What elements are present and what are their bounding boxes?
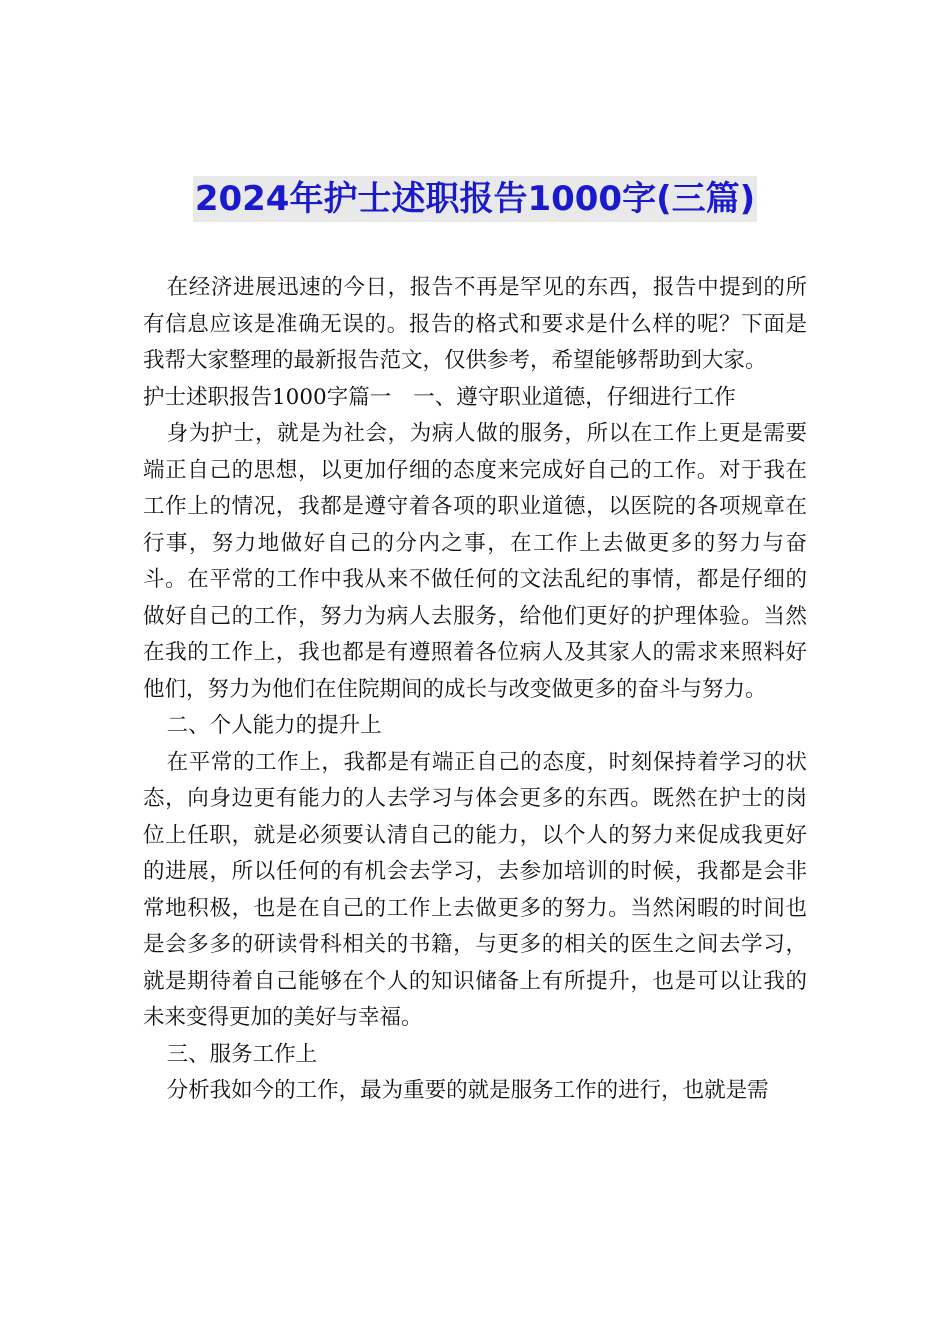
document-title: 2024年护士述职报告1000字(三篇) (193, 176, 757, 222)
document-body (143, 270, 807, 1110)
section1-heading: 一、遵守职业道德，仔细进行工作 (413, 384, 736, 410)
title-container (0, 176, 950, 222)
section2-heading: 二、个人能力的提升上 (166, 713, 382, 738)
section2-paragraph: 在平常的工作上，我都是有端正自己的态度，时刻保持着学习的状态，向身边更有能力的人去学习与体会更多的东西。既然在护士的岗位上任职，就是必须要认清自己的能力，以个人的努力来促成我更好的进展，所以任何的有机会去学习，去参加培训的时候，我都是会非常地积极，也是在自己的工作上去做更多的努力。当然闲暇的时间也是会多多的研读骨科相关的书籍，与更多的相关的医生之间去学习，就是期待着自己能够在个人的知识储备上有所提升，也是可以让我的未来变得更加的美好与幸福。 (143, 749, 807, 1030)
article-heading-line (143, 380, 807, 417)
section3-paragraph: 分析我如今的工作，最为重要的就是服务工作的进行，也就是需 (166, 1078, 769, 1103)
article-heading: 护士述职报告1000字篇一 (143, 384, 392, 410)
section3-heading: 三、服务工作上 (166, 1041, 318, 1067)
section1-paragraph: 身为护士，就是为社会，为病人做的服务，所以在工作上更是需要端正自己的思想，以更加仔细的态度来完成好自己的工作。对于我在工作上的情况，我都是遵守着各项的职业道德，以医院的各项规章在行事，努力地做好自己的分内之事，在工作上去做更多的努力与奋斗。在平常的工作中我从来不做任何的文法乱纪的事情，都是仔细的做好自己的工作，努力为病人去服务，给他们更好的护理体验。当然在我的工作上，我也都是有遵照着各位病人及其家人的需求来照料好他们，努力为他们在住院期间的成长与改变做更多的奋斗与努力。 (143, 421, 807, 702)
intro-paragraph: 在经济进展迅速的今日，报告不再是罕见的东西，报告中提到的所有信息应该是准确无误的。报告的格式和要求是什么样的呢？下面是我帮大家整理的最新报告范文，仅供参考，希望能够帮助到大家。 (143, 275, 807, 373)
